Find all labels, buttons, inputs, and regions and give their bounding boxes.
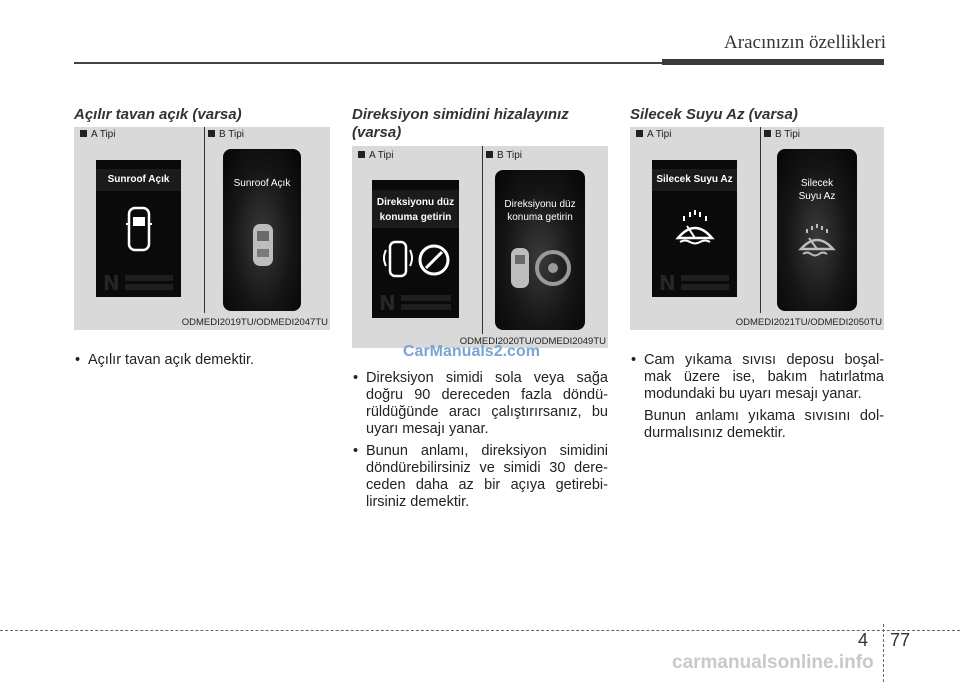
type-b-label: B Tipi xyxy=(764,129,800,140)
washer-fluid-icon xyxy=(797,223,837,257)
figure-panel-washer xyxy=(630,127,884,330)
odometer-faint-icon xyxy=(657,270,733,294)
body-text-sunroof xyxy=(74,352,330,374)
svg-text:N: N xyxy=(659,271,676,294)
display-screen-a xyxy=(372,180,459,318)
svg-text:N: N xyxy=(103,271,120,294)
screen-message: Direksiyonu düz xyxy=(376,197,455,208)
screen-message: Sunroof Açık xyxy=(107,174,170,185)
screen-message: konuma getirin xyxy=(379,212,452,223)
washer-fluid-icon xyxy=(674,208,716,246)
odometer-faint-icon xyxy=(377,290,455,314)
type-b-label: B Tipi xyxy=(208,129,244,140)
image-code: ODMEDI2021TU/ODMEDI2050TU xyxy=(735,317,882,328)
panel-divider xyxy=(204,127,205,313)
figure-panel-steering xyxy=(352,146,608,348)
type-a-label: A Tipi xyxy=(636,129,671,140)
car-top-view-icon xyxy=(249,221,277,269)
screen-message: Silecek xyxy=(800,178,834,189)
steering-warning-icon xyxy=(509,240,573,296)
steering-warning-icon xyxy=(382,238,452,284)
bullet-item: • Bunun anlamı, direksiyon simidini döndürebilirsiniz ve simidi 30 dere-ceden daha az bir açıya getirebi-lirsiniz demektir. xyxy=(352,443,608,511)
section-heading-steering xyxy=(352,106,569,142)
watermark: CarManuals2.com xyxy=(403,343,540,360)
type-a-label: A Tipi xyxy=(80,129,115,140)
screen-message: konuma getirin xyxy=(507,212,573,223)
image-code: ODMEDI2020TU/ODMEDI2049TU xyxy=(459,336,606,347)
panel-divider xyxy=(760,127,761,313)
screen-message: Direksiyonu düz xyxy=(504,199,576,210)
screen-message: Sunroof Açık xyxy=(233,178,291,189)
header-rule-accent xyxy=(662,59,884,65)
section-heading-sunroof: Açılır tavan açık (varsa) xyxy=(74,106,242,123)
heading-line: (varsa) xyxy=(352,124,402,141)
heading-line: Direksiyon simidini hizalayınız xyxy=(352,106,569,123)
body-paragraph: Bunun anlamı yıkama sıvısını dol-durmalısınız demektir. xyxy=(644,408,884,441)
car-top-view-icon xyxy=(123,205,155,253)
type-a-label: A Tipi xyxy=(358,150,393,161)
bullet-item: • Açılır tavan açık demektir. xyxy=(74,352,330,369)
display-screen-a xyxy=(96,160,181,297)
display-screen-b xyxy=(777,149,857,311)
display-screen-a xyxy=(652,160,737,297)
bullet-item: • Cam yıkama sıvısı deposu boşal-mak üzere ise, bakım hatırlatma modundaki bu uyarı mesajı yanar. xyxy=(630,352,884,403)
footer-watermark: carmanualsonline.info xyxy=(672,652,874,673)
page-number: 77 xyxy=(890,630,911,650)
display-screen-b xyxy=(495,170,585,330)
header-rule xyxy=(74,62,664,64)
image-code: ODMEDI2019TU/ODMEDI2047TU xyxy=(181,317,328,328)
footer-divider xyxy=(883,624,884,682)
odometer-faint-icon xyxy=(101,270,177,294)
bullet-item: • Direksiyon simidi sola veya sağa doğru 90 dereceden fazla döndü-rüldüğünde aracı çalıştırırsanız, bu uyarı mesajı yanar. xyxy=(352,370,608,438)
section-heading-washer: Silecek Suyu Az (varsa) xyxy=(630,106,798,123)
footer-rule xyxy=(0,630,960,631)
type-b-label: B Tipi xyxy=(486,150,522,161)
body-text-washer xyxy=(630,352,884,442)
display-screen-b xyxy=(223,149,301,311)
svg-text:N: N xyxy=(379,291,396,314)
panel-divider xyxy=(482,146,483,334)
screen-message: Suyu Az xyxy=(798,191,836,202)
figure-panel-sunroof xyxy=(74,127,330,330)
chapter-number: 4 xyxy=(858,630,869,650)
screen-message: Silecek Suyu Az xyxy=(656,174,733,185)
body-text-steering xyxy=(352,370,608,516)
chapter-title: Aracınızın özellikleri xyxy=(724,32,886,53)
